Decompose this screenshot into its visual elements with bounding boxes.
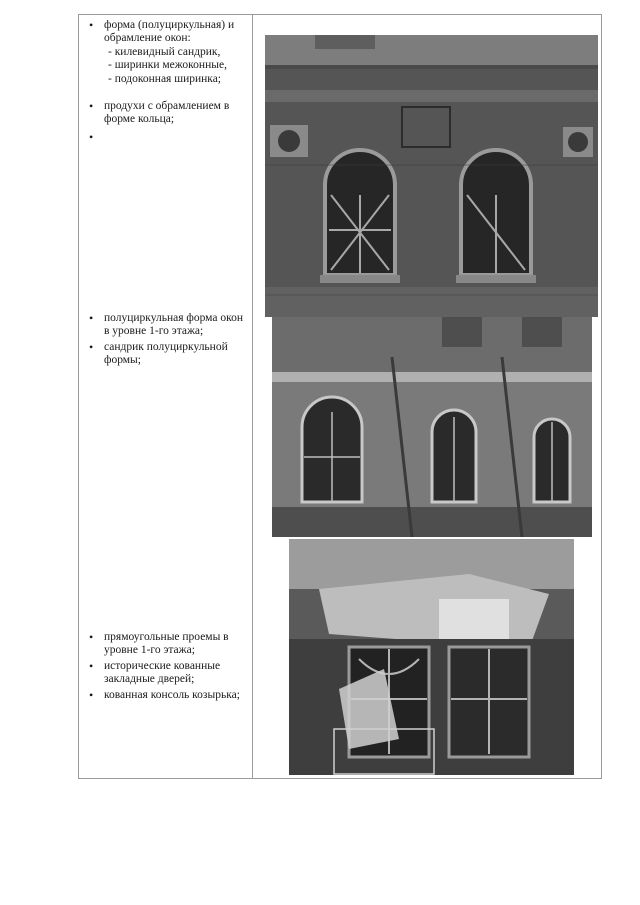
- sub-item: - ширинки межоконные,: [108, 59, 227, 72]
- list-item: [89, 19, 248, 86]
- feature-text: сандрик полуциркульной формы;: [104, 340, 228, 367]
- list-item: [89, 660, 248, 687]
- list-item: [89, 100, 248, 127]
- feature-text: исторические кованные закладные дверей;: [104, 659, 221, 686]
- courtyard-facade-photo: [272, 317, 592, 537]
- list-item: [89, 631, 248, 658]
- list-item: [89, 341, 248, 368]
- feature-text: продухи с обрамлением в форме кольца;: [104, 100, 230, 126]
- section-1-text: [79, 19, 252, 131]
- column-divider: [252, 15, 253, 778]
- section-2-text: [79, 312, 252, 378]
- feature-list: [79, 312, 252, 368]
- feature-text: прямоугольные проемы в уровне 1-го этажа;: [104, 631, 229, 657]
- feature-text: кованная консоль козырька;: [104, 688, 240, 701]
- list-item: [89, 312, 248, 339]
- feature-text: полуциркульная форма окон в уровне 1-го этажа;: [104, 312, 243, 338]
- sub-item: - подоконная ширинка;: [108, 72, 221, 85]
- section-3-text: [79, 631, 252, 712]
- feature-list: [79, 19, 252, 127]
- features-table: [78, 14, 602, 779]
- sub-item: - килевидный сандрик,: [108, 45, 221, 58]
- feature-list: [79, 631, 252, 702]
- facade-photo: [265, 35, 598, 317]
- list-item: [89, 689, 248, 702]
- feature-text: форма (полуциркульная) и обрамление окон:: [104, 19, 235, 45]
- entrance-door-photo: [289, 539, 574, 775]
